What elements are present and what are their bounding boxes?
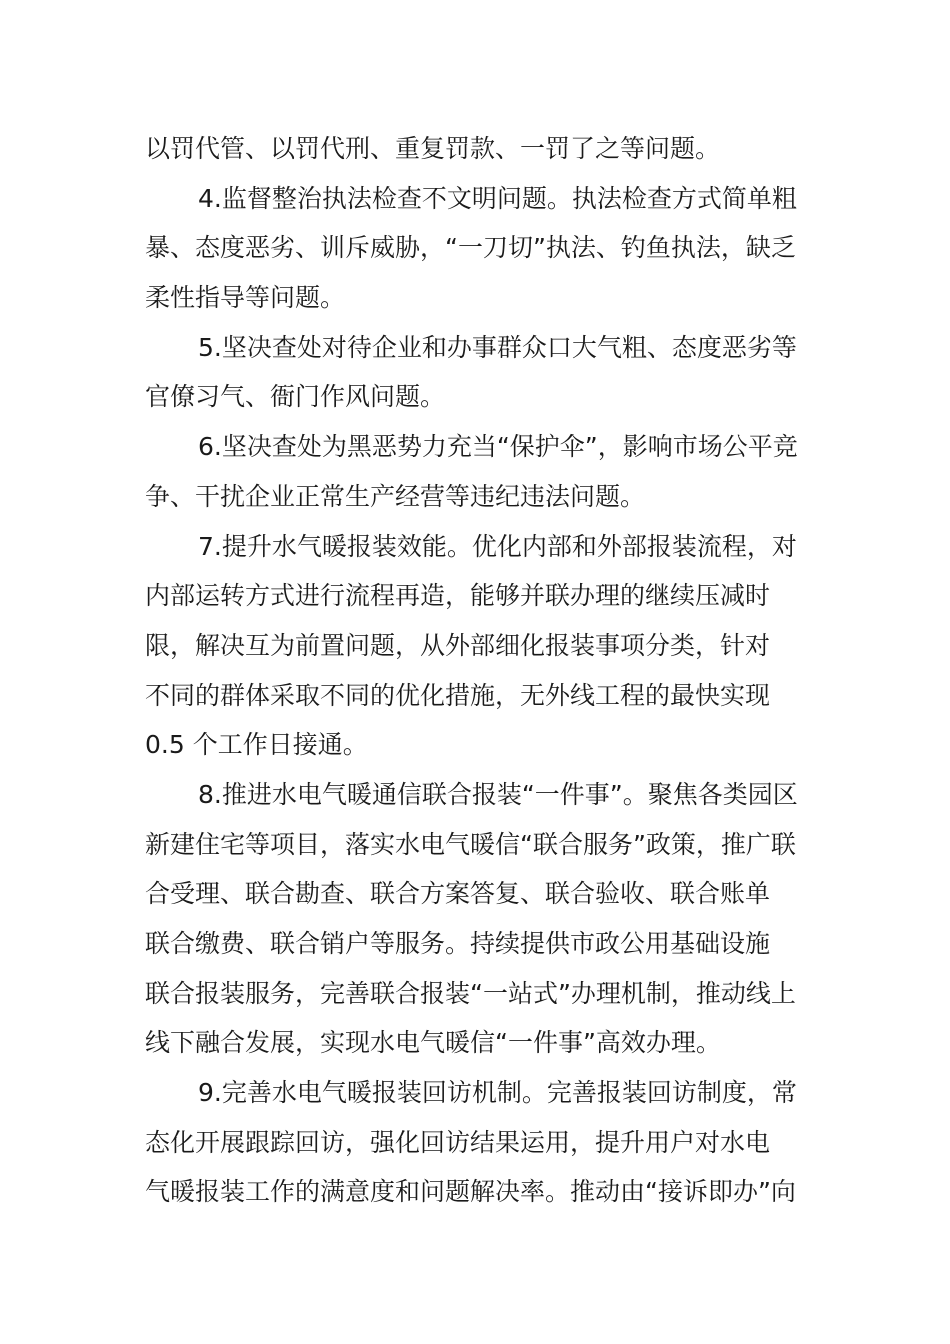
text-line: 合受理、联合勘查、联合方案答复、联合验收、联合账单 <box>145 879 771 909</box>
text-line: 内部运转方式进行流程再造，能够并联办理的继续压减时 <box>145 581 771 611</box>
text-line: 官僚习气、衙门作风问题。 <box>145 382 446 412</box>
text-line: 暴、态度恶劣、训斥威胁，“一刀切”执法、钓鱼执法，缺乏 <box>145 233 796 263</box>
item-5-heading-line: 5.坚决查处对待企业和办事群众口大气粗、态度恶劣等 <box>198 332 797 362</box>
text-line: 线下融合发展，实现水电气暖信“一件事”高效办理。 <box>145 1028 721 1058</box>
item-8-heading-line: 8.推进水电气暖通信联合报装“一件事”。聚焦各类园区 <box>198 779 798 809</box>
text-line: 限，解决互为前置问题，从外部细化报装事项分类，针对 <box>145 630 771 660</box>
item-9-heading-line: 9.完善水电气暖报装回访机制。完善报装回访制度，常 <box>198 1078 797 1108</box>
text-line: 不同的群体采取不同的优化措施，无外线工程的最快实现 <box>145 680 771 710</box>
text-line: 柔性指导等问题。 <box>145 283 346 313</box>
text-line: 态化开展跟踪回访，强化回访结果运用，提升用户对水电 <box>145 1127 771 1157</box>
text-line: 联合缴费、联合销户等服务。持续提供市政公用基础设施 <box>145 929 771 958</box>
text-line: 0.5 个工作日接通。 <box>145 730 368 760</box>
text-line: 新建住宅等项目，落实水电气暖信“联合服务”政策，推广联 <box>145 829 796 859</box>
item-6-heading-line: 6.坚决查处为黑恶势力充当“保护伞”，影响市场公平竞 <box>198 432 798 462</box>
document-body <box>145 124 813 1217</box>
text-line: 气暖报装工作的满意度和问题解决率。推动由“接诉即办”向 <box>145 1177 796 1207</box>
text-line: 争、干扰企业正常生产经营等违纪违法问题。 <box>145 481 646 511</box>
text-line: 联合报装服务，完善联合报装“一站式”办理机制，推动线上 <box>145 978 796 1008</box>
text-line: 以罚代管、以罚代刑、重复罚款、一罚了之等问题。 <box>145 134 721 163</box>
item-4-heading-line: 4.监督整治执法检查不文明问题。执法检查方式简单粗 <box>198 183 797 213</box>
item-7-heading-line: 7.提升水气暖报装效能。优化内部和外部报装流程，对 <box>198 531 797 561</box>
